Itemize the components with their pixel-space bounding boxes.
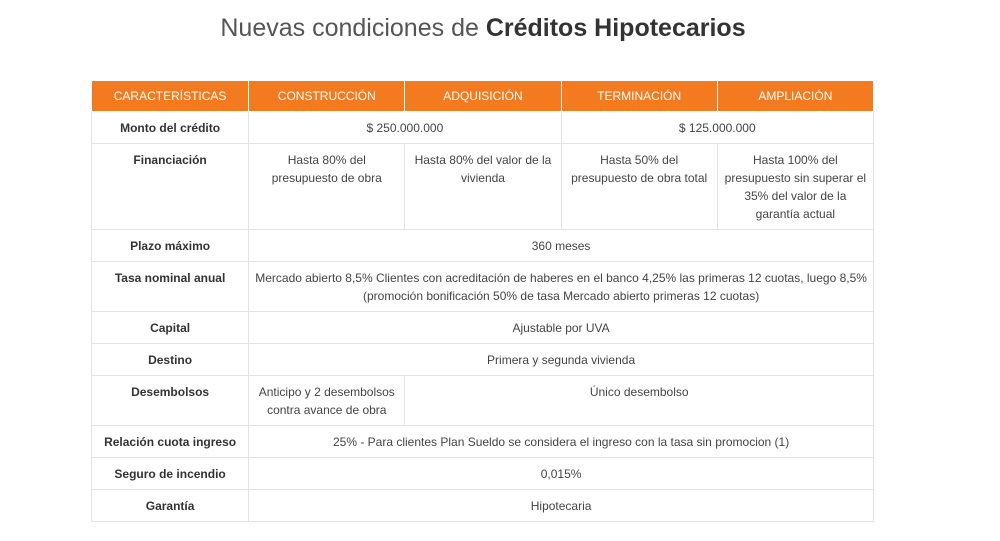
row-label-financiacion: Financiación: [92, 144, 249, 230]
table-row: [92, 344, 874, 376]
table-row: [92, 426, 874, 458]
relacion-value: 25% - Para clientes Plan Sueldo se considera el ingreso con la tasa sin promocion (1): [249, 426, 874, 458]
table-row: [92, 376, 874, 426]
capital-value: Ajustable por UVA: [249, 312, 874, 344]
col-header-adquisicion: ADQUISICIÓN: [405, 81, 561, 112]
financiacion-terminacion: Hasta 50% del presupuesto de obra total: [561, 144, 717, 230]
financiacion-ampliacion: Hasta 100% del presupuesto sin superar el 35% del valor de la garantía actual: [717, 144, 873, 230]
table-row: [92, 230, 874, 262]
table-row: [92, 490, 874, 522]
col-header-construccion: CONSTRUCCIÓN: [249, 81, 405, 112]
title-strong: Créditos Hipotecarios: [485, 14, 746, 42]
row-label-monto: Monto del crédito: [92, 112, 249, 144]
financiacion-adquisicion: Hasta 80% del valor de la vivienda: [405, 144, 561, 230]
plazo-value: 360 meses: [249, 230, 874, 262]
row-label-destino: Destino: [92, 344, 249, 376]
monto-construccion-adquisicion: $ 250.000.000: [249, 112, 561, 144]
desembolsos-resto: Único desembolso: [405, 376, 874, 426]
row-label-capital: Capital: [92, 312, 249, 344]
row-label-plazo: Plazo máximo: [92, 230, 249, 262]
garantia-value: Hipotecaria: [249, 490, 874, 522]
table-row: [92, 144, 874, 230]
header-row: [92, 81, 874, 112]
table-row: [92, 262, 874, 312]
page-title: [0, 14, 966, 43]
col-header-ampliacion: AMPLIACIÓN: [717, 81, 873, 112]
table-row: [92, 112, 874, 144]
row-label-garantia: Garantía: [92, 490, 249, 522]
col-header-terminacion: TERMINACIÓN: [561, 81, 717, 112]
monto-terminacion-ampliacion: $ 125.000.000: [561, 112, 873, 144]
row-label-desembolsos: Desembolsos: [92, 376, 249, 426]
seguro-value: 0,015%: [249, 458, 874, 490]
col-header-caracteristicas: CARACTERÍSTICAS: [92, 81, 249, 112]
title-prefix: Nuevas condiciones de: [220, 14, 486, 42]
row-label-seguro: Seguro de incendio: [92, 458, 249, 490]
table-row: [92, 458, 874, 490]
row-label-relacion: Relación cuota ingreso: [92, 426, 249, 458]
financiacion-construccion: Hasta 80% del presupuesto de obra: [249, 144, 405, 230]
conditions-table: [91, 80, 874, 522]
destino-value: Primera y segunda vivienda: [249, 344, 874, 376]
row-label-tasa: Tasa nominal anual: [92, 262, 249, 312]
tasa-value: Mercado abierto 8,5% Clientes con acreditación de haberes en el banco 4,25% las primeras 12 cuotas, luego 8,5% (promoción bonificación 50% de tasa Mercado abierto primeras 12 cuotas): [249, 262, 874, 312]
desembolsos-construccion: Anticipo y 2 desembolsos contra avance de obra: [249, 376, 405, 426]
table-row: [92, 312, 874, 344]
